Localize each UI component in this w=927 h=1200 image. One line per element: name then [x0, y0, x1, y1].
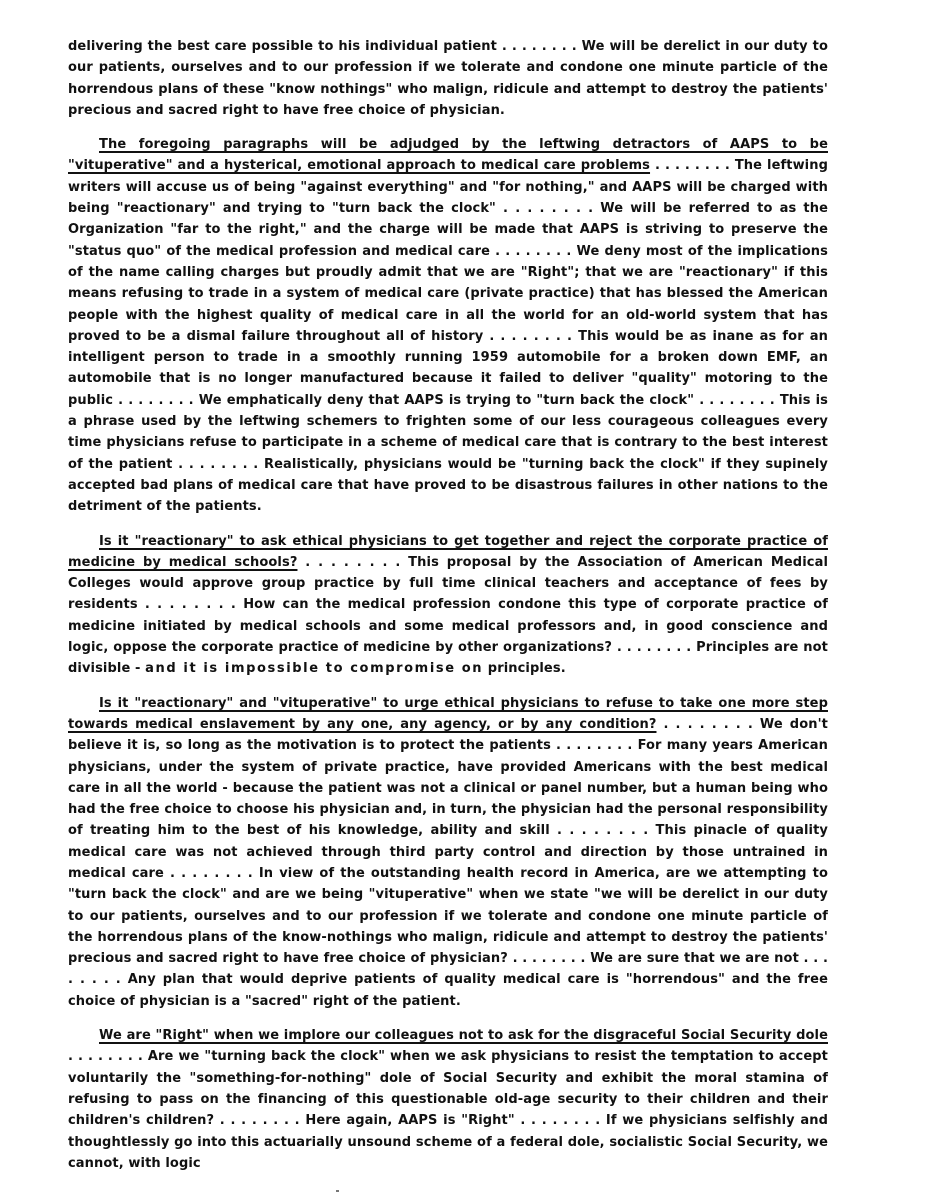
paragraph-continued — [68, 36, 828, 121]
paragraph-text: . . . . . . . . This proposal by the Association of American Medical Colleges would approve group practice by full time clinical teachers and acceptance of fees by residents . . . . . . . . How can the medical profession condone this type of corporate practice of medicine initiated by medical schools and some medical professors and, in good conscience and logic, oppose the corporate practice of medicine by other organizations? . . . . . . . . Principles are not divisible - — [68, 554, 829, 677]
paragraph-text: . . . . . . . . We don't believe it is, so long as the motivation is to protect the patients . . . . . . . . For many years American physicians, under the system of private practice, have provided Americans with the best medical care in all the world - because the patient was not a clinical or panel number, but a human being who had the free choice to choose his physician and, in turn, the physician had the personal responsibility of treating him to the best of his knowledge, ability and skill . . . . . . . . This pinacle of quality medical care was not achieved through third party control and direction by those untrained in medical care . . . . . . . . In view of the outstanding health record in America, are we attempting to "turn back the clock" and are we being "vituperative" when we state "we will be derelict in our duty to our patients, ourselves and to our profession if we tolerate and condone one minute particle of the horrendous plans of the know-nothings who malign, ridicule and attempt to destroy the patients' precious and sacred right to have free choice of physician? . . . . . . . . We are sure that we are not . . . . . . . . Any plan that would deprive patients of quality medical care is "horrendous" and the free choice of physician is a "sacred" right of the patient. — [68, 716, 828, 1009]
paragraph-lead-underlined: The foregoing paragraphs will be adjudged by the leftwing detractors of AAPS to be "vituperative" and a hysterical, emotional approach to medical care problems — [68, 137, 828, 174]
paragraph-text: . . . . . . . . Are we "turning back the clock" when we ask physicians to resist the temptation to accept voluntarily the "something-for-nothing" dole of Social Security and exhibit the moral stamina of refusing to pass on the financing of this questionable old-age security to their children and their children's children? . . . . . . . . Here again, AAPS is "Right" . . . . . . . . If we physicians selfishly and thoughtlessly go into this actuarially unsound scheme of a federal dole, socialistic Social Security, we cannot, with logic — [68, 1049, 828, 1171]
scan-speck-decoration — [336, 1190, 339, 1192]
paragraph-lead-underlined: We are "Right" when we implore our colleagues not to ask for the disgraceful Social Security dole — [99, 1028, 828, 1044]
paragraph-lead-underlined: Is it "reactionary" and "vituperative" to urge ethical physicians to refuse to take one more step towards medical enslavement by any one, any agency, or by any condition? — [68, 695, 828, 732]
paragraph-text-tail: principles. — [483, 661, 566, 677]
paragraph-corporate-practice — [68, 531, 828, 680]
paragraph-text-spaced: and it is impossible to compromise on — [145, 661, 484, 677]
paragraph-text: delivering the best care possible to his individual patient . . . . . . . . We will be derelict in our duty to our patients, ourselves and to our profession if we tolerate and condone one minute particle of the horrendous plans of these "know nothings" who malign, ridicule and attempt to destroy the patients' precious and sacred right to have free choice of physician. — [68, 39, 828, 118]
paragraph-lead-underlined: Is it "reactionary" to ask ethical physicians to get together and reject the corporate practice of medicine by medical schools? — [68, 533, 828, 570]
paragraph-medical-enslavement — [68, 693, 828, 1012]
paragraph-social-security — [68, 1025, 828, 1174]
document-page — [68, 36, 828, 1174]
paragraph-text: . . . . . . . . The leftwing writers will accuse us of being "against everything" and "for nothing," and AAPS will be charged with being "reactionary" and trying to "turn back the clock" . . . . . . . . We will be referred to as the Organization "far to the right," and the charge will be made that AAPS is striving to preserve the "status quo" of the medical profession and medical care . . . . . . . . We deny most of the implications of the name calling charges but proudly admit that we are "Right"; that we are "reactionary" if this means refusing to trade in a system of medical care (private practice) that has blessed the American people with the highest quality of medical care in all the world for an old-world system that has proved to be a dismal failure throughout all of history . . . . . . . . This would be as inane as for an intelligent person to trade in a smoothly running 1959 automobile for a broken down EMF, an automobile that is no longer manufactured because it failed to deliver "quality" motoring to the public . . . . . . . . We emphatically deny that AAPS is trying to "turn back the clock" . . . . . . . . This is a phrase used by the leftwing schemers to frighten some of our less courageous colleagues every time physicians refuse to participate in a scheme of medical care that is contrary to the best interest of the patient . . . . . . . . Realistically, physicians would be "turning back the clock" if they supinely accepted bad plans of medical care that have proved to be disastrous failures in other nations to the detriment of the patients. — [68, 158, 828, 515]
paragraph-leftwing-detractors — [68, 134, 828, 517]
